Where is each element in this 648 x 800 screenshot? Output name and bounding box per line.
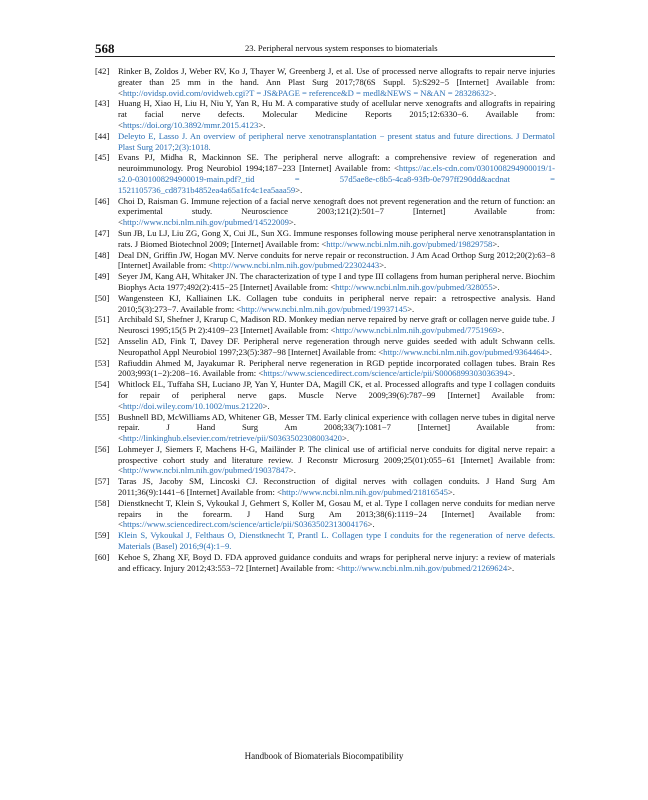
- reference-item: [95, 228, 555, 250]
- reference-item: [95, 498, 555, 530]
- reference-number: [56]: [95, 443, 110, 454]
- reference-item: [95, 293, 555, 315]
- reference-text: Ansselin AD, Fink T, Davey DF. Peripheral nerve regeneration through nerve guides seeded with adult Schwann cells. Neuropathol Appl Neurobiol 1997;23(5):387−98 [Internet] Available from: <: [118, 335, 555, 357]
- reference-link[interactable]: http://ovidsp.ovid.com/ovidweb.cgi?T = JS&PAGE = reference&D = medl&NEWS = N&AN = 28328632: [122, 87, 490, 98]
- reference-text: Bushnell BD, McWilliams AD, Whitener GB, Messer TM. Early clinical experience with collagen nerve tubes in digital nerve repair. J Hand Surg Am 2008;33(7):1081−7 [Internet] Available from: <: [118, 411, 555, 444]
- reference-link[interactable]: http://www.ncbi.nlm.nih.gov/pubmed/328055: [335, 281, 493, 292]
- reference-link[interactable]: https://www.sciencedirect.com/science/article/pii/S0363502313004176: [122, 519, 368, 530]
- reference-text: Evans PJ, Midha R, Mackinnon SE. The peripheral nerve allograft: a comprehensive review of regeneration and neuroimmunology. Prog Neurobiol 1994;187−233 [Internet] Available from: <: [118, 152, 555, 174]
- reference-link[interactable]: http://www.ncbi.nlm.nih.gov/pubmed/21816545: [281, 487, 448, 498]
- reference-text: Sun JB, Lu LJ, Liu ZG, Gong X, Cui JL, Sun XG. Immune responses following mouse peripheral nerve xenotransplantation in rats. J Biomed Biotechnol 2009; [Internet] Available from: <: [118, 227, 555, 249]
- reference-text: Huang H, Xiao H, Liu H, Niu Y, Yan R, Hu M. A comparative study of acellular nerve xenografts and allografts in repairing rat facial nerve defects. Molecular Medicine Reports 2015;12:6330−6. Available from: <: [118, 98, 555, 130]
- reference-link[interactable]: http://www.ncbi.nlm.nih.gov/pubmed/14522009: [122, 217, 289, 228]
- reference-link-close: >.: [367, 519, 375, 530]
- reference-number: [53]: [95, 357, 110, 368]
- reference-link-close: >.: [544, 346, 552, 357]
- reference-link-close: >.: [497, 325, 505, 336]
- reference-item: [95, 250, 555, 272]
- reference-text: Rafiuddin Ahmed M, Jayakumar R. Peripheral nerve regeneration in RGD peptide incorporated collagen tubes. Brain Res 2003;993(1−2):208−16. Available from: <: [118, 357, 555, 379]
- reference-link[interactable]: http://doi.wiley.com/10.1002/mus.21220: [122, 400, 263, 411]
- page-number: 568: [95, 41, 115, 56]
- reference-item: [95, 336, 555, 358]
- reference-item: [95, 66, 555, 98]
- reference-number: [48]: [95, 249, 110, 260]
- reference-item: [95, 314, 555, 336]
- reference-item: [95, 552, 555, 574]
- reference-number: [59]: [95, 530, 110, 541]
- page-header: [95, 41, 555, 57]
- reference-text[interactable]: Klein S, Vykoukal J, Felthaus O, Dienstknecht T, Prantl L. Collagen type I conduits for the regeneration of nerve defects. Materials (Basel) 2016;9(4):1−9.: [118, 530, 555, 552]
- reference-number: [47]: [95, 227, 110, 238]
- reference-link[interactable]: http://www.ncbi.nlm.nih.gov/pubmed/19829758: [326, 238, 493, 249]
- reference-number: [54]: [95, 379, 110, 390]
- reference-text: Lohmeyer J, Siemers F, Machens H-G, Mailänder P. The clinical use of artificial nerve conduits for digital nerve repair: a prospective cohort study and literature review. J Reconstr Microsurg 2009;25(01):055−61 [Internet] Available from: <: [118, 443, 555, 476]
- reference-link-close: >.: [407, 303, 415, 314]
- reference-link[interactable]: http://linkinghub.elsevier.com/retrieve/pii/S0363502308003420: [122, 433, 342, 444]
- reference-number: [49]: [95, 271, 110, 282]
- reference-number: [43]: [95, 98, 110, 109]
- reference-link-close: >.: [507, 562, 515, 573]
- reference-list: [95, 66, 555, 573]
- reference-item: [95, 379, 555, 411]
- reference-item: [95, 358, 555, 380]
- reference-number: [50]: [95, 292, 110, 303]
- reference-number: [51]: [95, 314, 110, 325]
- reference-item: [95, 476, 555, 498]
- reference-text: Kehoe S, Zhang XF, Boyd D. FDA approved guidance conduits and wraps for peripheral nerve injury: a review of materials and efficacy. Injury 2012;43:553−72 [Internet] Available from: <: [118, 551, 555, 573]
- reference-number: [52]: [95, 335, 110, 346]
- reference-number: [55]: [95, 411, 110, 422]
- reference-number: [42]: [95, 66, 110, 76]
- reference-link[interactable]: http://www.ncbi.nlm.nih.gov/pubmed/21269624: [341, 562, 508, 573]
- reference-text[interactable]: Deleyto E, Lasso J. An overview of peripheral nerve xenotransplantation − present status and future directions. J Dermatol Plast Surg 2017;2(3):1018.: [118, 130, 555, 152]
- running-title: 23. Peripheral nervous system responses to biomaterials: [245, 43, 438, 53]
- reference-link-close: >.: [288, 465, 296, 476]
- reference-number: [45]: [95, 152, 110, 163]
- header-rule: [95, 56, 555, 57]
- reference-link-close: >.: [262, 400, 270, 411]
- reference-link-close: >.: [288, 217, 296, 228]
- reference-link-close: >.: [507, 368, 515, 379]
- reference-number: [44]: [95, 130, 110, 141]
- reference-link[interactable]: https://ac.els-cdn.com/0301008294900019/1-s2.0-0301008294900019-main.pdf?_tid = 57d5ae8e-c8b5-4ca8-93fb-0e797ff290dd&acdnat = 1521105736_cd8731b4852ea4a65a1fc4c1ea5aaa59: [118, 163, 555, 195]
- reference-link[interactable]: http://www.ncbi.nlm.nih.gov/pubmed/9364464: [383, 346, 545, 357]
- reference-link-close: >.: [379, 260, 387, 271]
- reference-link-close: >.: [489, 87, 497, 98]
- reference-link[interactable]: http://www.ncbi.nlm.nih.gov/pubmed/19937145: [241, 303, 408, 314]
- reference-number: [57]: [95, 476, 110, 487]
- reference-item[interactable]: [95, 131, 555, 153]
- reference-link-close: >.: [295, 184, 303, 195]
- reference-item: [95, 152, 555, 195]
- reference-link[interactable]: http://www.ncbi.nlm.nih.gov/pubmed/22302443: [213, 260, 380, 271]
- reference-text: Wangensteen KJ, Kalliainen LK. Collagen tube conduits in peripheral nerve repair: a retrospective analysis. Hand 2010;5(3):273−7. Available from: <: [118, 292, 555, 314]
- reference-number: [46]: [95, 195, 110, 206]
- reference-item[interactable]: [95, 530, 555, 552]
- reference-item: [95, 196, 555, 228]
- reference-link[interactable]: http://www.ncbi.nlm.nih.gov/pubmed/19037847: [122, 465, 289, 476]
- reference-item: [95, 412, 555, 444]
- reference-text: Seyer JM, Kang AH, Whitaker JN. The characterization of type I and type III collagens from human peripheral nerve. Biochim Biophys Acta 1977;492(2):415−25 [Internet] Available from: <: [118, 271, 555, 292]
- reference-text: Archibald SJ, Shefner J, Krarup C, Madison RD. Monkey median nerve repaired by nerve graft or collagen nerve guide tube. J Neurosci 1995;15(5 Pt 2):4109−23 [Internet] Available from: <: [118, 314, 555, 336]
- reference-link[interactable]: https://doi.org/10.3892/mmr.2015.4123: [122, 119, 259, 130]
- reference-item: [95, 271, 555, 293]
- reference-link-close: >.: [447, 487, 455, 498]
- reference-text: Taras JS, Jacoby SM, Lincoski CJ. Reconstruction of digital nerves with collagen conduits. J Hand Surg Am 2011;36(9):1441−6 [Internet] Available from: <: [118, 476, 555, 498]
- reference-link-close: >.: [341, 433, 349, 444]
- reference-text: Dienstknecht T, Klein S, Vykoukal J, Gehmert S, Koller M, Gosau M, et al. Type I collagen nerve conduits for median nerve repairs in the forearm. J Hand Surg Am 2013;38(6):1119−24 [Internet] Available from: <: [118, 497, 555, 530]
- reference-link-close: >.: [492, 281, 500, 292]
- reference-item: [95, 444, 555, 476]
- reference-link[interactable]: https://www.sciencedirect.com/science/article/pii/S0006899303036394: [263, 368, 508, 379]
- reference-text: Rinker B, Zoldos J, Weber RV, Ko J, Thayer W, Greenberg J, et al. Use of processed nerve allografts to repair nerve injuries greater than 25 mm in the hand. Ann Plast Surg 2017;78(6S Suppl. 5):S292−5 [Internet] Available from: <: [118, 66, 555, 98]
- reference-text: Whitlock EL, Tuffaha SH, Luciano JP, Yan Y, Hunter DA, Magill CK, et al. Processed allografts and type I collagen conduits for repair of peripheral nerve gaps. Muscle Nerve 2009;39(6):787−99 [Internet] Available from: <: [118, 379, 555, 411]
- reference-link-close: >.: [492, 238, 500, 249]
- reference-link-close: >.: [258, 119, 266, 130]
- reference-text: Choi D, Raisman G. Immune rejection of a facial nerve xenograft does not prevent regeneration and the return of function: an experimental study. Neuroscience 2003;121(2):501−7 [Internet] Available from: <: [118, 195, 555, 228]
- reference-text: Deal DN, Griffin JW, Hogan MV. Nerve conduits for nerve repair or reconstruction. J Am Acad Orthop Surg 2012;20(2):63−8 [Internet] Available from: <: [118, 249, 555, 271]
- page-footer: Handbook of Biomaterials Biocompatibility: [244, 751, 404, 761]
- reference-link[interactable]: http://www.ncbi.nlm.nih.gov/pubmed/7751969: [335, 325, 498, 336]
- reference-number: [58]: [95, 497, 110, 508]
- reference-number: [60]: [95, 551, 110, 562]
- reference-item: [95, 98, 555, 130]
